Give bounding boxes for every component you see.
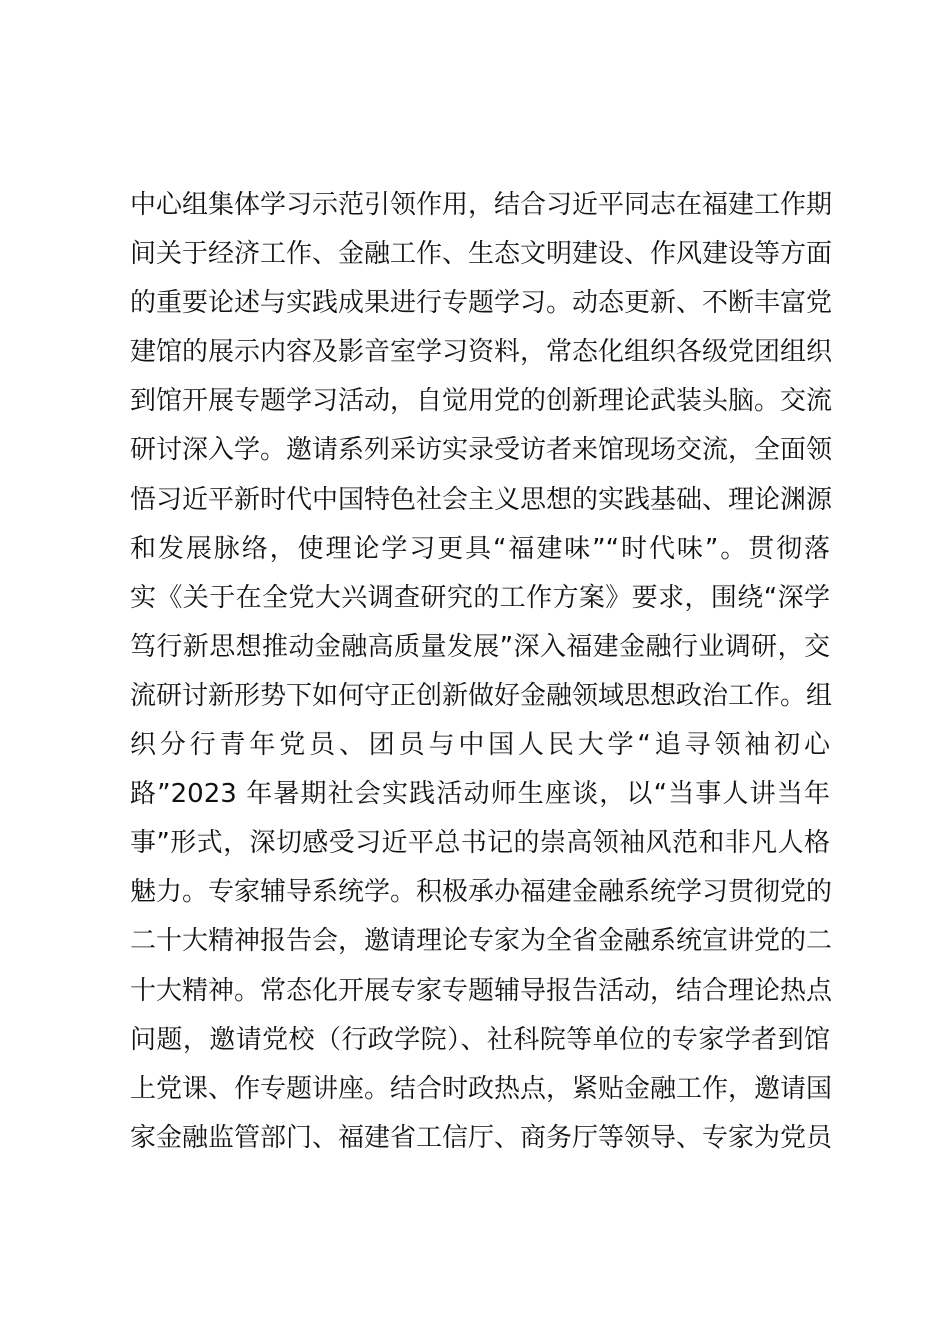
- text-line: 间关于经济工作、金融工作、生态文明建设、作风建设等方面: [130, 239, 833, 270]
- text-line: 笃行新思想推动金融高质量发展”深入福建金融行业调研，交: [130, 631, 830, 662]
- text-line: 路”2023 年暑期社会实践活动师生座谈，以“当事人讲当年: [130, 779, 830, 810]
- text-line: 事”形式，深切感受习近平总书记的崇高领袖风范和非凡人格: [130, 828, 830, 859]
- text-line: 和发展脉络，使理论学习更具“福建味”“时代味”。贯彻落: [130, 533, 830, 564]
- text-line: 家金融监管部门、福建省工信厅、商务厅等领导、专家为党员: [130, 1122, 833, 1153]
- text-line: 研讨深入学。邀请系列采访实录受访者来馆现场交流，全面领: [130, 435, 833, 466]
- text-line: 实《关于在全党大兴调查研究的工作方案》要求，围绕“深学: [130, 582, 830, 613]
- text-line: 二十大精神报告会，邀请理论专家为全省金融系统宣讲党的二: [130, 926, 833, 957]
- text-line: 魅力。专家辅导系统学。积极承办福建金融系统学习贯彻党的: [130, 877, 833, 908]
- text-line: 问题，邀请党校（行政学院）、社科院等单位的专家学者到馆: [130, 1024, 830, 1055]
- text-line: 的重要论述与实践成果进行专题学习。动态更新、不断丰富党: [130, 288, 833, 319]
- text-line: 中心组集体学习示范引领作用，结合习近平同志在福建工作期: [130, 190, 833, 220]
- text-line: 织分行青年党员、团员与中国人民大学“追寻领袖初心: [130, 730, 830, 761]
- text-line: 悟习近平新时代中国特色社会主义思想的实践基础、理论渊源: [130, 484, 833, 515]
- text-line: 上党课、作专题讲座。结合时政热点，紧贴金融工作，邀请国: [130, 1073, 833, 1104]
- text-line: 建馆的展示内容及影音室学习资料，常态化组织各级党团组织: [130, 337, 833, 368]
- body-paragraph: [130, 181, 833, 1163]
- text-line: 十大精神。常态化开展专家专题辅导报告活动，结合理论热点: [130, 975, 833, 1006]
- text-line: 流研讨新形势下如何守正创新做好金融领域思想政治工作。组: [130, 680, 833, 711]
- text-line: 到馆开展专题学习活动，自觉用党的创新理论武装头脑。交流: [130, 386, 833, 417]
